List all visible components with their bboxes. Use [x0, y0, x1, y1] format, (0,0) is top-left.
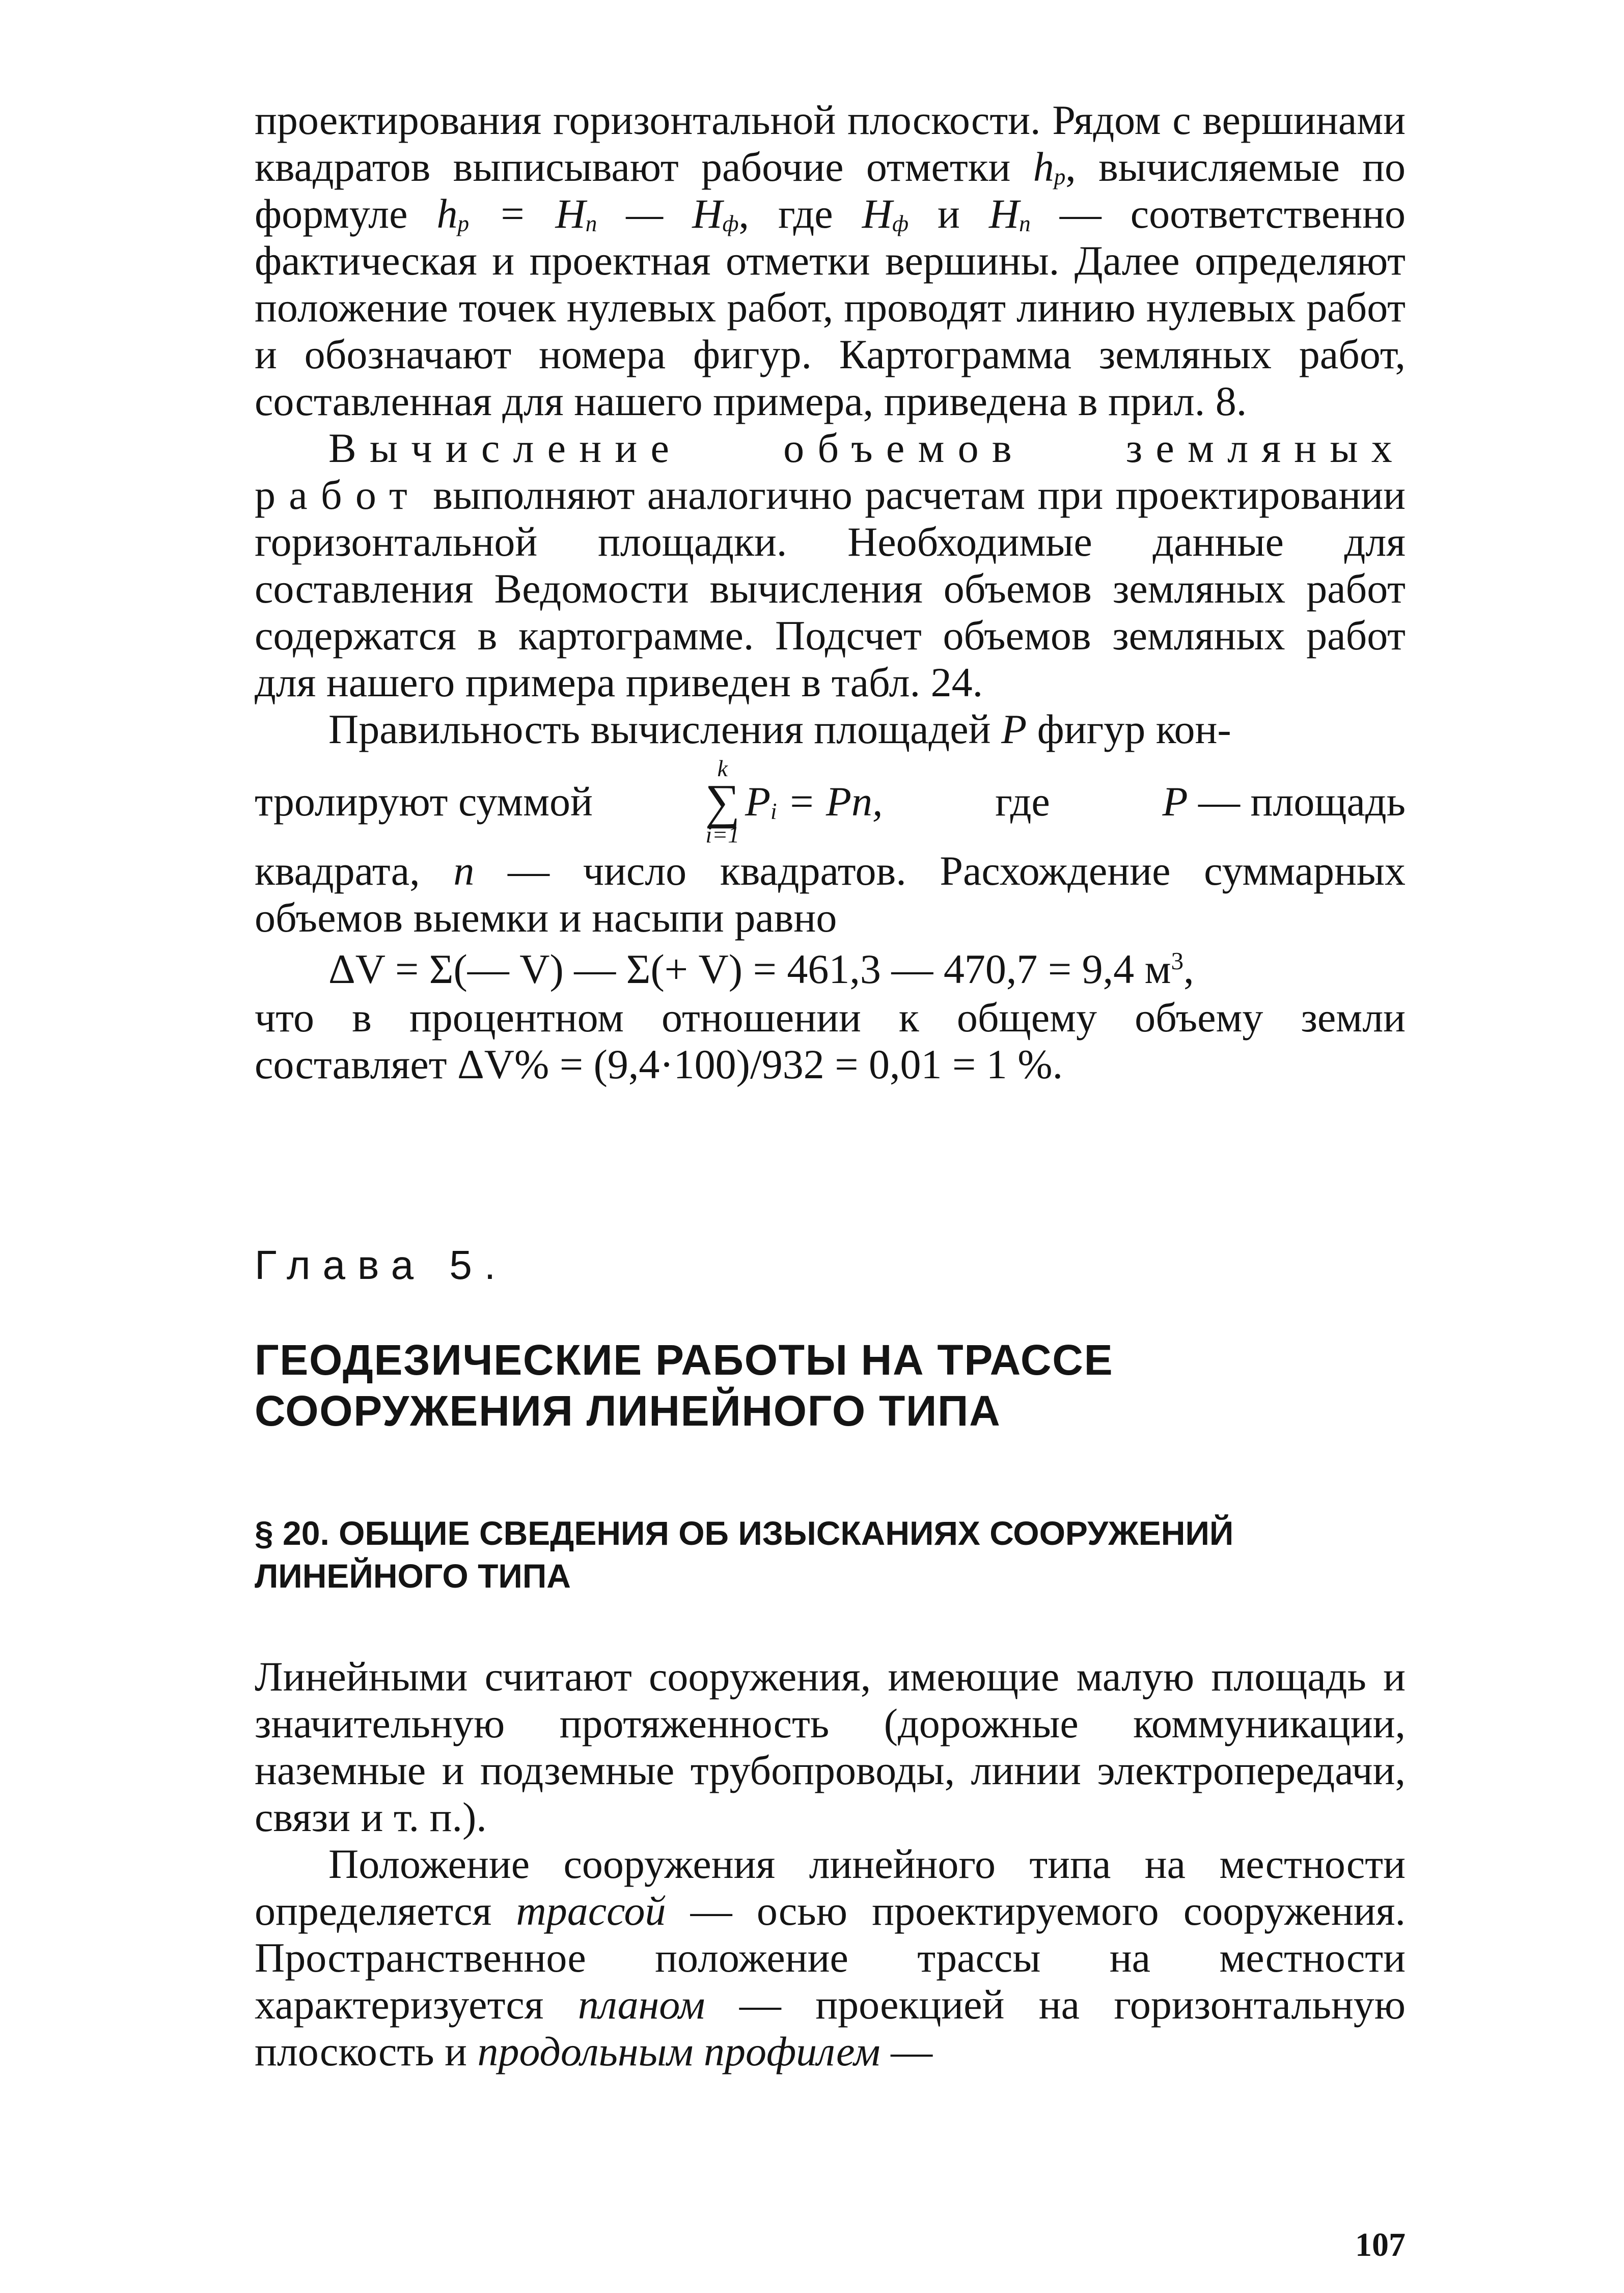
chapter-title: ГЕОДЕЗИЧЕСКИЕ РАБОТЫ НА ТРАССЕ СООРУЖЕНИЯ ЛИНЕЙНОГО ТИПА — [255, 1336, 1114, 1435]
chapter-label: Глава 5. — [255, 1242, 508, 1288]
sum-operator: k ∑ i=1 — [705, 755, 740, 848]
sum-prefix: тролируют суммой — [255, 778, 593, 825]
sum-suffix: P — площадь — [1162, 778, 1406, 825]
p1-text: проектирования горизонтальной плоскости. Рядом с вершинами квадратов выписывают рабочие отметки — [255, 97, 1406, 190]
paragraph-5: Линейными считают сооружения, имеющие малую площадь и значительную протяженность (дорожные коммуникации, наземные и подземные трубопроводы, линии электропередачи, связи и т. п.). — [255, 1653, 1406, 1840]
formula-hp: $h_р = H_п$ — $H_ф$ — [436, 190, 739, 237]
paragraph-6: Положение сооружения линейного типа на местности определяется трассой — осью проектируемого сооружения. Пространственное положение трассы на местности характеризуется планом — проекцией на горизонтальную плоскость и продольным профилем — — [255, 1841, 1406, 2074]
spaced-heading-text: Вычисление объемов земляных работ — [255, 425, 1406, 518]
sum-term: $P_i = Pn$, — [745, 778, 883, 825]
hp-symbol: $h_р$ — [1033, 144, 1066, 190]
hn-symbol: $H_п$ — [988, 190, 1031, 237]
hf-symbol: $H_ф$ — [862, 190, 909, 237]
volume-difference-formula: ΔV = Σ(— V) — Σ(+ V) = 461,3 — 470,7 = 9,4 $м^3$, — [328, 946, 1194, 992]
sum-expression — [705, 756, 883, 848]
page-content — [255, 97, 1406, 2263]
paragraph-3-end: квадрата, n — число квадратов. Расхождение суммарных объемов выемки и насыпи равно — [255, 848, 1406, 941]
paragraph-3-start: Правильность вычисления площадей P фигур кон- — [328, 706, 1231, 752]
paragraph-1: проектирования горизонтальной плоскости. Рядом с вершинами квадратов выписывают рабочие отметки $h_р$, вычисляемые по формуле $h_р = H_п$ — $H_ф$, где $H_ф$ и $H_п$ — соответственно фактическая и проектная отметки вершины. Далее определяют положение точек нулевых работ, проводят линию нулевых работ и обозначают номера фигур. Картограмма земляных работ, составленная для нашего примера, приведена в прил. 8. — [255, 97, 1406, 424]
paragraph-2: Вычисление объемов земляных работ выполняют аналогично расчетам при проектировании горизонтальной площадки. Необходимые данные для составления Ведомости вычисления объемов земляных работ содержатся в картограмме. Подсчет объемов земляных работ для нашего примера приведен в табл. 24. — [255, 425, 1406, 705]
sum-where: где — [995, 778, 1050, 825]
sum-formula-line — [255, 756, 1406, 848]
paragraph-4: что в процентном отношении к общему объему земли составляет ΔV% = (9,4·100)/932 = 0,01 = 1 %. — [255, 994, 1406, 1087]
page-number: 107 — [1355, 2226, 1406, 2263]
section-title: § 20. ОБЩИЕ СВЕДЕНИЯ ОБ ИЗЫСКАНИЯХ СООРУЖЕНИЙ ЛИНЕЙНОГО ТИПА — [255, 1514, 1234, 1595]
